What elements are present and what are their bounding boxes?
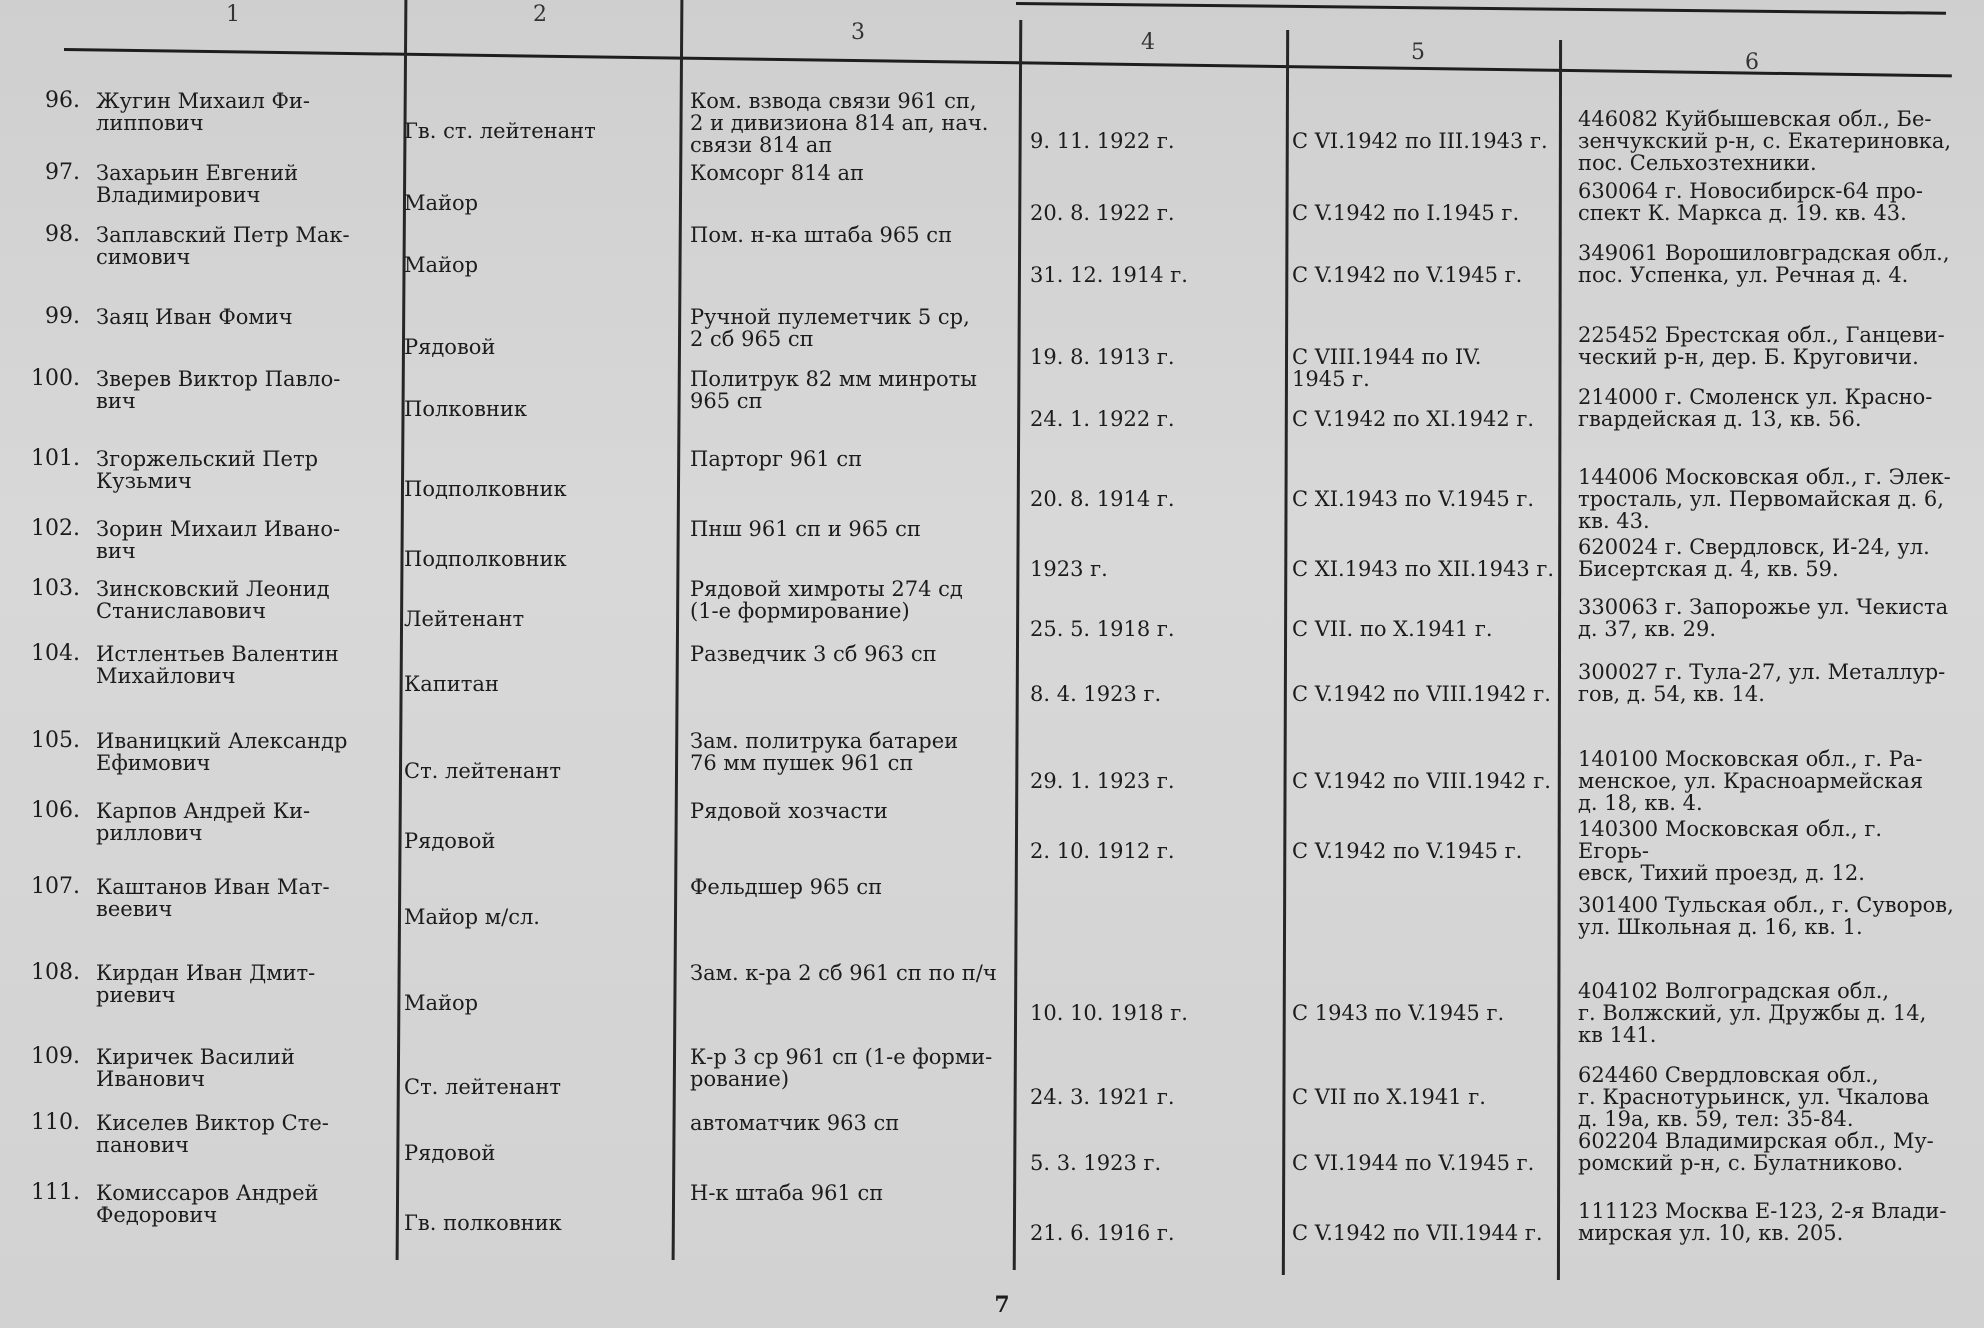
- home-address: 111123 Москва Е-123, 2-я Влади- мирская ул. 10, кв. 205.: [1578, 1199, 1947, 1245]
- person-rank: Гв. полковник: [404, 1211, 562, 1235]
- home-address: 140300 Московская обл., г. Егорь- евск, Тихий проезд, д. 12.: [1578, 817, 1882, 885]
- birth-date: 10. 10. 1918 г.: [1030, 1001, 1188, 1025]
- birth-date: 24. 1. 1922 г.: [1030, 407, 1175, 431]
- person-rank: Полковник: [404, 397, 528, 421]
- column-divider-2: [672, 0, 684, 1260]
- person-name: Иваницкий Александр Ефимович: [96, 729, 348, 775]
- birth-date: 20. 8. 1914 г.: [1030, 487, 1175, 511]
- home-address: 620024 г. Свердловск, И-24, ул. Бисертская д. 4, кв. 59.: [1578, 535, 1930, 581]
- person-rank: Лейтенант: [404, 607, 525, 631]
- service-period: С V.1942 по VIII.1942 г.: [1292, 769, 1551, 793]
- birth-date: 25. 5. 1918 г.: [1030, 617, 1175, 641]
- person-position: К-р 3 ср 961 сп (1-е форми- рование): [690, 1045, 993, 1091]
- person-position: Комсорг 814 ап: [690, 161, 865, 185]
- birth-date: 20. 8. 1922 г.: [1030, 201, 1175, 225]
- birth-date: 31. 12. 1914 г.: [1030, 263, 1188, 287]
- person-name: Комиссаров Андрей Федорович: [96, 1181, 319, 1227]
- person-rank: Рядовой: [404, 1141, 496, 1165]
- person-rank: Подполковник: [404, 477, 567, 501]
- person-name: Истлентьев Валентин Михайлович: [96, 642, 339, 688]
- person-name: Киричек Василий Иванович: [96, 1045, 295, 1091]
- person-name: Зорин Михаил Ивано- вич: [96, 517, 341, 563]
- person-rank: Гв. ст. лейтенант: [404, 119, 596, 143]
- person-name: Згоржельский Петр Кузьмич: [96, 447, 319, 493]
- home-address: 630064 г. Новосибирск-64 про- спект К. Маркса д. 19. кв. 43.: [1578, 179, 1924, 225]
- person-position: автоматчик 963 сп: [690, 1111, 900, 1135]
- person-position: Ручной пулеметчик 5 ср, 2 сб 965 сп: [690, 305, 970, 351]
- person-position: Зам. к-ра 2 сб 961 сп по п/ч: [690, 961, 997, 985]
- birth-date: 8. 4. 1923 г.: [1030, 682, 1162, 706]
- person-name: Кирдан Иван Дмит- риевич: [96, 961, 316, 1007]
- birth-date: 29. 1. 1923 г.: [1030, 769, 1175, 793]
- person-name: Жугин Михаил Фи- липпович: [96, 89, 311, 135]
- column-number-4: 4: [1141, 30, 1155, 55]
- birth-date: 1923 г.: [1030, 557, 1108, 581]
- row-number: 98.: [45, 222, 80, 247]
- service-period: С V.1942 по I.1945 г.: [1292, 201, 1520, 225]
- column-divider-4: [1282, 30, 1289, 1275]
- person-position: Н-к штаба 961 сп: [690, 1181, 884, 1205]
- home-address: 446082 Куйбышевская обл., Бе- зенчукский р-н, с. Екатериновка, пос. Сельхозтехники.: [1578, 107, 1952, 175]
- service-period: С V.1942 по VII.1944 г.: [1292, 1221, 1543, 1245]
- column-number-1: 1: [226, 2, 240, 27]
- row-number: 96.: [45, 88, 80, 113]
- person-position: Ком. взвода связи 961 сп, 2 и дивизиона 814 ап, нач. связи 814 ап: [690, 89, 989, 157]
- home-address: 140100 Московская обл., г. Ра- менское, ул. Красноармейская д. 18, кв. 4.: [1578, 747, 1924, 815]
- person-name: Зверев Виктор Павло- вич: [96, 367, 341, 413]
- service-period: С VII по X.1941 г.: [1292, 1085, 1486, 1109]
- person-rank: Майор м/сл.: [404, 905, 540, 929]
- person-rank: Рядовой: [404, 829, 496, 853]
- home-address: 404102 Волгоградская обл., г. Волжский, ул. Дружбы д. 14, кв 141.: [1578, 979, 1927, 1047]
- birth-date: 2. 10. 1912 г.: [1030, 839, 1175, 863]
- home-address: 214000 г. Смоленск ул. Красно- гвардейская д. 13, кв. 56.: [1578, 385, 1933, 431]
- home-address: 300027 г. Тула-27, ул. Металлур- гов, д. 54, кв. 14.: [1578, 660, 1946, 706]
- column-number-6: 6: [1745, 50, 1759, 75]
- row-number: 103.: [31, 576, 80, 601]
- person-rank: Подполковник: [404, 547, 567, 571]
- service-period: С VI.1944 по V.1945 г.: [1292, 1151, 1535, 1175]
- birth-date: 19. 8. 1913 г.: [1030, 345, 1175, 369]
- row-number: 105.: [31, 728, 80, 753]
- row-number: 110.: [31, 1110, 80, 1135]
- person-rank: Ст. лейтенант: [404, 1075, 561, 1099]
- service-period: С XI.1943 по XII.1943 г.: [1292, 557, 1555, 581]
- row-number: 97.: [45, 160, 80, 185]
- person-position: Политрук 82 мм минроты 965 сп: [690, 367, 977, 413]
- person-position: Пнш 961 сп и 965 сп: [690, 517, 921, 541]
- person-position: Рядовой химроты 274 сд (1-е формирование): [690, 577, 963, 623]
- home-address: 330063 г. Запорожье ул. Чекиста д. 37, кв. 29.: [1578, 595, 1949, 641]
- person-name: Захарьин Евгений Владимирович: [96, 161, 299, 207]
- person-position: Фельдшер 965 сп: [690, 875, 883, 899]
- column-number-5: 5: [1411, 40, 1425, 65]
- home-address: 602204 Владимирская обл., Му- ромский р-н, с. Булатниково.: [1578, 1129, 1934, 1175]
- column-number-2: 2: [533, 2, 547, 27]
- person-name: Карпов Андрей Ки- риллович: [96, 799, 311, 845]
- birth-date: 21. 6. 1916 г.: [1030, 1221, 1175, 1245]
- person-rank: Рядовой: [404, 335, 496, 359]
- service-period: С VIII.1944 по IV. 1945 г.: [1292, 345, 1482, 391]
- service-period: С V.1942 по VIII.1942 г.: [1292, 682, 1551, 706]
- service-period: С 1943 по V.1945 г.: [1292, 1001, 1505, 1025]
- row-number: 107.: [31, 874, 80, 899]
- row-number: 106.: [31, 798, 80, 823]
- home-address: 301400 Тульская обл., г. Суворов, ул. Школьная д. 16, кв. 1.: [1578, 893, 1954, 939]
- row-number: 108.: [31, 960, 80, 985]
- row-number: 100.: [31, 366, 80, 391]
- row-number: 104.: [31, 641, 80, 666]
- service-period: С VI.1942 по III.1943 г.: [1292, 129, 1548, 153]
- row-number: 101.: [31, 446, 80, 471]
- service-period: С XI.1943 по V.1945 г.: [1292, 487, 1535, 511]
- service-period: С V.1942 по V.1945 г.: [1292, 839, 1523, 863]
- service-period: С V.1942 по XI.1942 г.: [1292, 407, 1535, 431]
- person-position: Рядовой хозчасти: [690, 799, 888, 823]
- person-name: Каштанов Иван Мат- веевич: [96, 875, 330, 921]
- header-top-rule: [1016, 2, 1946, 15]
- person-position: Разведчик 3 сб 963 сп: [690, 642, 937, 666]
- home-address: 624460 Свердловская обл., г. Краснотурьинск, ул. Чкалова д. 19а, кв. 59, тел: 35-84.: [1578, 1063, 1930, 1131]
- birth-date: 24. 3. 1921 г.: [1030, 1085, 1175, 1109]
- person-position: Зам. политрука батареи 76 мм пушек 961 сп: [690, 729, 959, 775]
- person-rank: Капитан: [404, 672, 499, 696]
- row-number: 99.: [45, 304, 80, 329]
- row-number: 102.: [31, 516, 80, 541]
- service-period: С V.1942 по V.1945 г.: [1292, 263, 1523, 287]
- birth-date: 5. 3. 1923 г.: [1030, 1151, 1162, 1175]
- home-address: 144006 Московская обл., г. Элек- тросталь, ул. Первомайская д. 6, кв. 43.: [1578, 465, 1951, 533]
- birth-date: 9. 11. 1922 г.: [1030, 129, 1175, 153]
- home-address: 349061 Ворошиловградская обл., пос. Успенка, ул. Речная д. 4.: [1578, 241, 1950, 287]
- person-name: Киселев Виктор Сте- панович: [96, 1111, 329, 1157]
- person-name: Зинсковский Леонид Станиславович: [96, 577, 330, 623]
- home-address: 225452 Брестская обл., Ганцеви- ческий р-н, дер. Б. Круговичи.: [1578, 323, 1945, 369]
- column-divider-3: [1013, 20, 1023, 1270]
- person-rank: Майор: [404, 991, 479, 1015]
- column-number-3: 3: [851, 20, 865, 45]
- row-number: 109.: [31, 1044, 80, 1069]
- person-rank: Майор: [404, 253, 479, 277]
- header-bottom-rule: [64, 48, 1952, 77]
- person-position: Пом. н-ка штаба 965 сп: [690, 223, 953, 247]
- person-name: Заяц Иван Фомич: [96, 305, 293, 329]
- person-rank: Ст. лейтенант: [404, 759, 561, 783]
- person-rank: Майор: [404, 191, 479, 215]
- row-number: 111.: [31, 1180, 80, 1205]
- page-number: 7: [994, 1292, 1010, 1318]
- person-position: Парторг 961 сп: [690, 447, 863, 471]
- service-period: С VII. по X.1941 г.: [1292, 617, 1493, 641]
- person-name: Заплавский Петр Мак- симович: [96, 223, 350, 269]
